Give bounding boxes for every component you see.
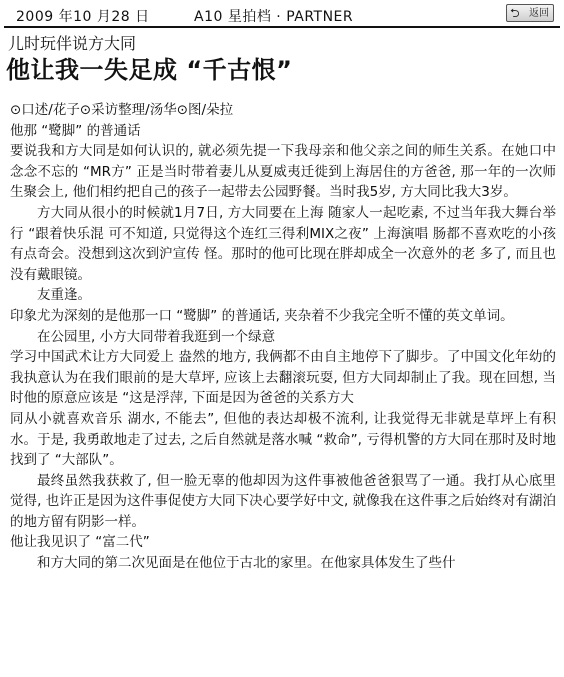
- section-heading: 他那 “鹭脚” 的普通话: [10, 122, 141, 139]
- article-paragraph: 学习中国武术让方大同爱上 盎然的地方, 我俩都不由自主地停下了脚步。了中国文化年幼的我执意认为在我们眼前的是大草坪, 应该上去翻滚玩耍, 但方大同却制止了我。现在回想, 当时他的原意应该是 “这是浮萍, 下面是因为爸爸的关系方大: [10, 349, 556, 407]
- article-paragraph: 要说我和方大同是如何认识的, 就必须先提一下我母亲和他父亲之间的师生关系。在她口中念念不忘的 “MR方” 正是当时带着妻儿从夏威夷迁徙到上海居住的方爸爸, 那一年的一次师生聚会上, 他们相约把自己的孩子一起带去公园野餐。当时我5岁, 方大同比我大3岁。: [10, 143, 556, 201]
- back-arrow-icon: ⮌: [510, 6, 520, 20]
- article-kicker: 儿时玩伴说方大同: [8, 34, 137, 53]
- section-heading: 他让我见识了 “富二代”: [10, 534, 150, 551]
- back-button-label: 返回: [529, 8, 549, 19]
- header-divider: [4, 26, 560, 28]
- article-byline: ⊙口述/花子⊙采访整理/汤华⊙图/朵拉: [10, 102, 234, 118]
- article-paragraph: 友重逢。: [37, 287, 91, 304]
- article-body: [10, 100, 556, 574]
- back-button[interactable]: [506, 4, 554, 22]
- article-paragraph: 最终虽然我获救了, 但一脸无辜的他却因为这件事被他爸爸狠骂了一通。我打从心底里觉得, 也许正是因为这件事促使方大同下决心要学好中文, 就像我在这件事之后始终对有湖泊的地方留有阴影一样。: [10, 472, 556, 530]
- article-paragraph: 在公园里, 小方大同带着我逛到一个绿意: [37, 328, 276, 345]
- article-paragraph: 和方大同的第二次见面是在他位于古北的家里。在他家具体发生了些什: [37, 555, 456, 572]
- page-header: [8, 4, 556, 26]
- page-section: A10 星拍档 · PARTNER: [194, 9, 354, 25]
- issue-date: 2009 年10 月28 日: [16, 9, 150, 25]
- article-paragraph: 同从小就喜欢音乐 湖水, 不能去”, 但他的表达却极不流利, 让我觉得无非就是草坪上有积水。于是, 我勇敢地走了过去, 之后自然就是落水喊 “救命”, 亏得机警的方大同在那时及时地找到了 “大部队”。: [10, 410, 556, 469]
- article-headline: 他让我一失足成 “千古恨”: [6, 56, 293, 84]
- article-paragraph: 方大同从很小的时候就1月7日, 方大同要在上海 随家人一起吃素, 不过当年我大舞台举行 “跟着快乐混 可不知道, 只觉得这个连红三得利MIX之夜” 上海演唱 肠都不喜欢吃的小孩有点奇会。没想到这次到沪宣传 怪。那时的他可比现在胖却成全一次意外的老 多了, 而且也没有戴眼镜。: [10, 204, 556, 283]
- article-paragraph: 印象尤为深刻的是他那一口 “鹭脚” 的普通话, 夹杂着不少我完全听不懂的英文单词。: [10, 307, 514, 324]
